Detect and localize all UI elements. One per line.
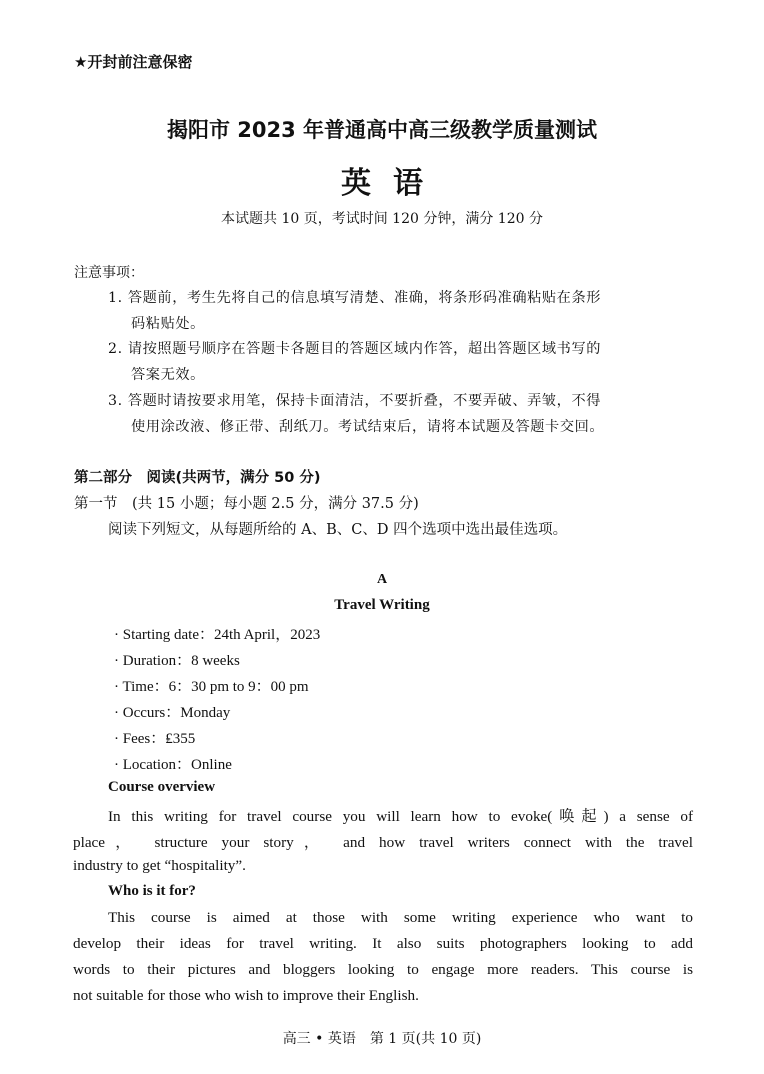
exam-info: 本试题共 10 页，考试时间 120 分钟，满分 120 分: [221, 211, 543, 227]
info-duration: · Duration：8 weeks: [114, 653, 240, 669]
who-line-4: not suitable for those who wish to improve their English.: [73, 987, 419, 1004]
info-location: · Location：Online: [114, 757, 232, 773]
notice-item-3-cont: 使用涂改液、修正带、刮纸刀。考试结束后，请将本试题及答题卡交回。: [131, 419, 605, 435]
info-time: · Time：6：30 pm to 9：00 pm: [114, 679, 309, 695]
confidential-notice: ★开封前注意保密: [74, 53, 193, 71]
section-title: 第一节 (共 15 小题；每小题 2.5 分，满分 37.5 分): [74, 496, 419, 512]
notice-item-1-cont: 码粘贴处。: [131, 316, 205, 332]
who-is-it-for-heading: Who is it for?: [108, 883, 196, 899]
overview-line-2: place， structure your story， and how travel writers connect with the travel: [73, 834, 693, 851]
who-line-2: develop their ideas for travel writing. It also suits photographers looking to add: [73, 935, 693, 952]
who-line-1: This course is aimed at those with some writing experience who want to: [108, 909, 693, 926]
info-occurs: · Occurs：Monday: [114, 705, 231, 721]
course-overview-heading: Course overview: [108, 779, 216, 795]
notice-item-3: 3. 答题时请按要求用笔，保持卡面清洁，不要折叠，不要弄破、弄皱，不得: [108, 393, 602, 409]
passage-title: Travel Writing: [334, 597, 430, 613]
page-footer: 高三 • 英语 第 1 页(共 10 页): [282, 1031, 482, 1047]
overview-line-3: industry to get “hospitality”.: [73, 857, 246, 874]
subject-title: 英语: [341, 166, 445, 201]
part-title: 第二部分 阅读(共两节，满分 50 分): [74, 470, 321, 486]
who-line-3: words to their pictures and bloggers looking to engage more readers. This course is: [73, 961, 693, 978]
notice-item-2-cont: 答案无效。: [131, 367, 205, 383]
notice-item-1: 1. 答题前，考生先将自己的信息填写清楚、准确，将条形码准确粘贴在条形: [108, 290, 602, 306]
reading-instruction: 阅读下列短文，从每题所给的 A、B、C、D 四个选项中选出最佳选项。: [108, 522, 568, 538]
passage-letter: A: [376, 572, 388, 587]
notice-heading: 注意事项：: [74, 265, 144, 281]
info-starting-date: · Starting date：24th April，2023: [114, 627, 321, 643]
exam-title: 揭阳市 2023 年普通高中高三级教学质量测试: [166, 118, 598, 142]
overview-line-1: In this writing for travel course you will learn how to evoke(唤起) a sense of: [108, 808, 693, 825]
notice-item-2: 2. 请按照题号顺序在答题卡各题目的答题区域内作答，超出答题区域书写的: [108, 341, 602, 357]
info-fees: · Fees：₤355: [114, 731, 196, 747]
